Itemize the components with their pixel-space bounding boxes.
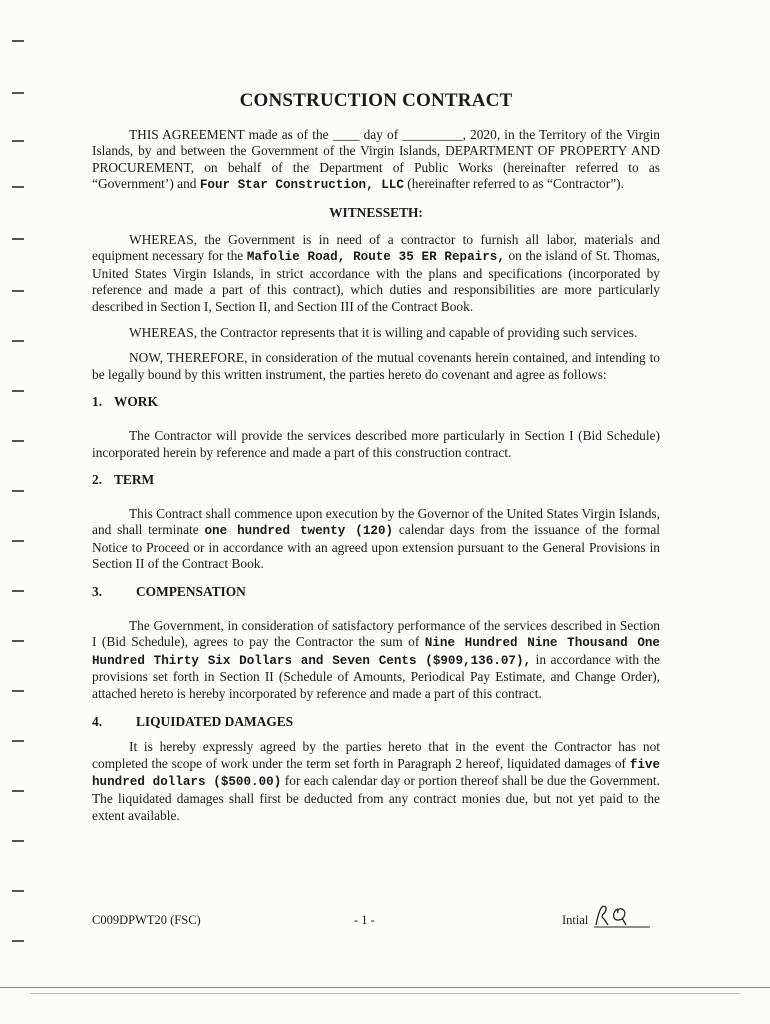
section-heading-compensation: 3. COMPENSATION bbox=[92, 584, 246, 600]
whereas-paragraph-1: WHEREAS, the Government is in need of a contractor to furnish all labor, materials and equipment necessary for the Mafolie Road, Route 35 ER Repairs, on the island of St. Thomas, United States Virgin Islands, in strict accordance with the plans and specifications (incorporated by reference and made a part of this contract), which duties and responsibilities are more particularly described in Section I, Section II, and Section III of the Contract Book. bbox=[92, 231, 660, 314]
section-body-term: This Contract shall commence upon execution by the Governor of the United States Virgin Islands, and shall terminate one hundred twenty (120) calendar days from the issuance of the formal Notice to Proceed or in accordance with an agreed upon extension pursuant to the General Provisions in Section II of the Contract Book. bbox=[92, 505, 660, 572]
section-heading-liquidated-damages: 4. LIQUIDATED DAMAGES bbox=[92, 713, 294, 729]
damages-amount: five hundred dollars ($500.00) bbox=[92, 757, 660, 790]
contract-body bbox=[92, 90, 660, 824]
contractor-name: Four Star Construction, LLC bbox=[199, 178, 404, 193]
page-number: - 1 - bbox=[354, 913, 375, 927]
scan-bottom-edge bbox=[0, 987, 770, 988]
handwritten-initials-signature bbox=[592, 901, 652, 931]
project-name: Mafolie Road, Route 35 ER Repairs, bbox=[246, 250, 505, 265]
document-code: C009DPWT20 (FSC) bbox=[92, 913, 201, 927]
initial-label: Intial bbox=[562, 913, 589, 927]
whereas-paragraph-2: WHEREAS, the Contractor represents that it is willing and capable of providing such services. bbox=[129, 324, 638, 340]
section-body-compensation: The Government, in consideration of satisfactory performance of the services described in Section I (Bid Schedule), agrees to pay the Contractor the sum of Nine Hundred Nine Thousand One Hundred Thirty Six Dollars and Seven Cents ($909,136.07), in accordance with the provisions set forth in Section II (Schedule of Amounts, Periodical Pay Estimate, and Change Order), attached hereto is hereby incorporated by reference and made a part of this contract. bbox=[92, 617, 660, 702]
document-title: CONSTRUCTION CONTRACT bbox=[239, 90, 513, 111]
page-footer bbox=[92, 905, 660, 935]
section-body-liquidated-damages: It is hereby expressly agreed by the parties hereto that in the event the Contractor has not completed the scope of work under the term set forth in Paragraph 2 hereof, liquidated damages of five hundred dollars ($500.00) for each calendar day or portion thereof shall be due the Government. The liquidated damages shall first be deducted from any contract monies due, but not yet paid to the extent available. bbox=[92, 739, 660, 823]
witnesseth-heading: WITNESSETH: bbox=[329, 204, 423, 220]
now-therefore-paragraph: NOW, THEREFORE, in consideration of the mutual covenants herein contained, and intending to be legally bound by this written instrument, the parties hereto do covenant and agree as follows: bbox=[92, 350, 660, 382]
section-body-work: The Contractor will provide the services described more particularly in Section I (Bid Schedule) incorporated herein by reference and made a part of this construction contract. bbox=[92, 427, 660, 460]
section-heading-work: 1. WORK bbox=[92, 394, 158, 410]
scan-bottom-edge-faint bbox=[30, 993, 740, 994]
scan-margin-marks bbox=[0, 0, 40, 1024]
intro-paragraph: THIS AGREEMENT made as of the ____ day of _________, 2020, in the Territory of the Virgin Islands, by and between the Government of the Virgin Islands, DEPARTMENT OF PROPERTY AND PROCUREMENT, on behalf of the Department of Public Works (hereinafter referred to as “Government’) and Four Star Construction, LLC (hereinafter referred to as “Contractor”). bbox=[92, 126, 660, 193]
term-duration: one hundred twenty (120) bbox=[204, 524, 394, 539]
contract-amount: Nine Hundred Nine Thousand One Hundred Thirty Six Dollars and Seven Cents ($909,136.07), bbox=[92, 636, 660, 668]
section-heading-term: 2. TERM bbox=[92, 472, 155, 488]
